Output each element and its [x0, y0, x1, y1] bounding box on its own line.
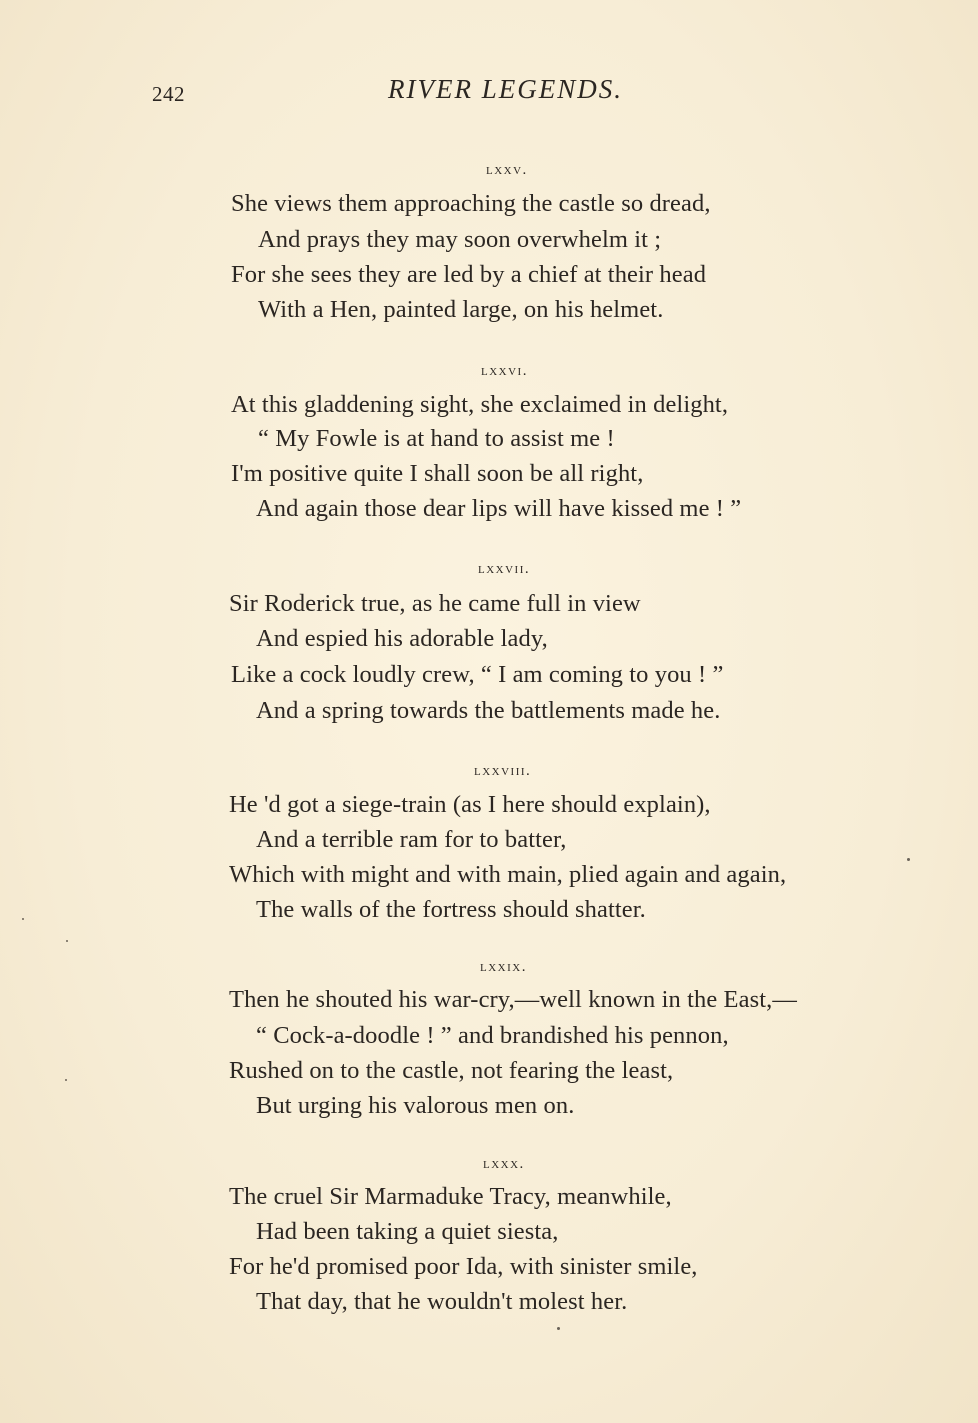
paper-speck	[907, 858, 910, 861]
verse-line: And prays they may soon overwhelm it ;	[258, 226, 662, 253]
stanza-number: lxxv.	[486, 162, 528, 178]
verse-line: He 'd got a siege-train (as I here should explain),	[229, 791, 711, 818]
verse-line: With a Hen, painted large, on his helmet.	[258, 296, 664, 323]
verse-line: Like a cock loudly crew, “ I am coming to you ! ”	[231, 661, 724, 688]
verse-line: “ Cock-a-doodle ! ” and brandished his pennon,	[256, 1022, 729, 1049]
verse-line: But urging his valorous men on.	[256, 1092, 575, 1119]
verse-line: At this gladdening sight, she exclaimed in delight,	[231, 391, 729, 418]
running-head: RIVER LEGENDS.	[388, 74, 623, 104]
verse-line: For she sees they are led by a chief at their head	[231, 261, 707, 288]
paper-speck	[557, 1327, 560, 1330]
stanza-number: lxxviii.	[474, 763, 532, 779]
stanza-number: lxxx.	[483, 1156, 525, 1172]
verse-line: Had been taking a quiet siesta,	[256, 1218, 559, 1245]
stanza-number: lxxvi.	[481, 363, 528, 379]
verse-line: That day, that he wouldn't molest her.	[256, 1288, 628, 1315]
paper-speck	[22, 918, 24, 920]
verse-line: For he'd promised poor Ida, with sinister smile,	[229, 1253, 698, 1280]
verse-line: “ My Fowle is at hand to assist me !	[258, 425, 615, 452]
stanza-number: lxxvii.	[478, 561, 531, 577]
paper-speck	[65, 1079, 67, 1081]
verse-line: Sir Roderick true, as he came full in view	[229, 590, 641, 617]
verse-line: And a spring towards the battlements made he.	[256, 697, 721, 724]
paper-speck	[66, 940, 68, 942]
verse-line: She views them approaching the castle so dread,	[231, 190, 711, 217]
verse-line: Rushed on to the castle, not fearing the least,	[229, 1057, 674, 1084]
verse-line: And espied his adorable lady,	[256, 625, 548, 652]
verse-line: The cruel Sir Marmaduke Tracy, meanwhile,	[229, 1183, 672, 1210]
verse-line: And a terrible ram for to batter,	[256, 826, 567, 853]
verse-line: The walls of the fortress should shatter.	[256, 896, 646, 923]
verse-line: I'm positive quite I shall soon be all right,	[231, 460, 644, 487]
stanza-number: lxxix.	[480, 959, 527, 975]
verse-line: Which with might and with main, plied again and again,	[229, 861, 787, 888]
verse-line: Then he shouted his war-cry,—well known in the East,—	[229, 986, 797, 1013]
page-number: 242	[152, 82, 185, 106]
verse-line: And again those dear lips will have kissed me ! ”	[256, 495, 742, 522]
